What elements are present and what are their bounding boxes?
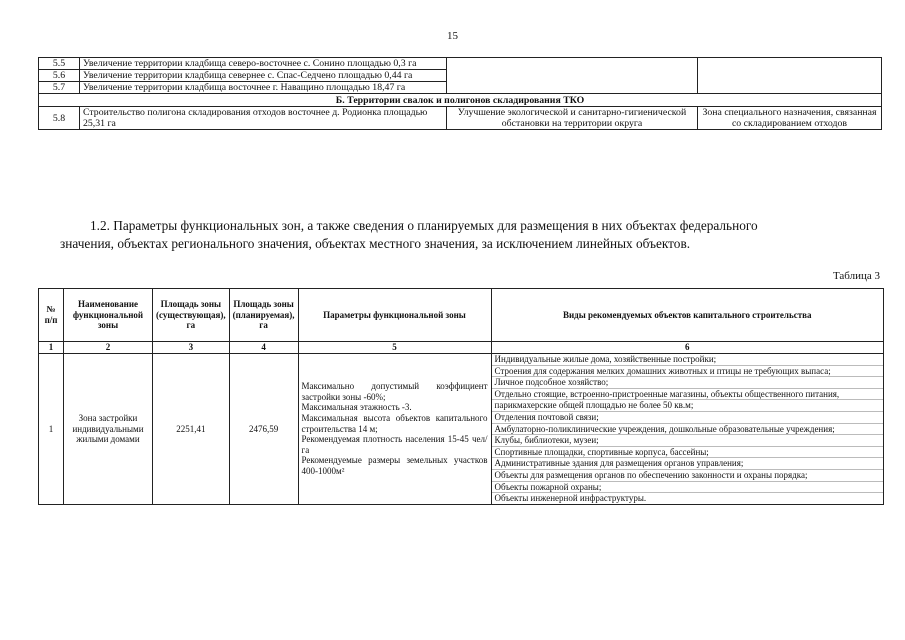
row-zone: Зона специального назначения, связанная со складированием отходов xyxy=(698,107,882,130)
header-objects: Виды рекомендуемых объектов капитального строительства xyxy=(491,289,883,342)
object-item: парикмахерские общей площадью не более 50 кв.м; xyxy=(492,400,883,412)
projects-table xyxy=(38,57,882,130)
header-area-planned: Площадь зоны (планируемая), га xyxy=(229,289,298,342)
row-text: Увеличение территории кладбища северо-восточнее с. Сонино площадью 0,3 га xyxy=(80,58,447,70)
object-item: Личное подсобное хозяйство; xyxy=(492,377,883,389)
empty-cell xyxy=(447,58,698,94)
param-line: Рекомендуемая плотность населения 15-45 чел/га xyxy=(301,434,488,455)
row-number: 5.5 xyxy=(39,58,80,70)
header-row xyxy=(39,289,884,342)
section-title: Б. Территории свалок и полигонов складирования ТКО xyxy=(39,94,882,107)
paragraph-line: значения, объектах регионального значения, объектах местного значения, за исключением линейных объектов. xyxy=(60,236,691,251)
row-text: Увеличение территории кладбища восточнее г. Наващино площадью 18,47 га xyxy=(80,82,447,94)
param-line: Максимальная этажность -3. xyxy=(301,402,412,413)
row-number: 5.6 xyxy=(39,70,80,82)
row-text: Строительство полигона складирования отходов восточнее д. Родионка площадью 25,31 га xyxy=(80,107,447,130)
header-params: Параметры функциональной зоны xyxy=(298,289,491,342)
object-item: Клубы, библиотеки, музеи; xyxy=(492,435,883,447)
index-cell: 4 xyxy=(229,342,298,354)
row-text: Увеличение территории кладбища севернее с. Спас-Седчено площадью 0,44 га xyxy=(80,70,447,82)
object-item: Административные здания для размещения органов управления; xyxy=(492,458,883,470)
param-line: Максимальная высота объектов капитального строительства 14 м; xyxy=(301,412,488,434)
header-name: Наименование функциональной зоны xyxy=(64,289,153,342)
row-number: 5.7 xyxy=(39,82,80,94)
objects-list xyxy=(491,354,883,505)
area-existing: 2251,41 xyxy=(153,354,230,505)
object-item: Строения для содержания мелких домашних животных и птицы не требующих выпаса; xyxy=(492,366,883,378)
zones-table xyxy=(38,288,884,505)
row-effect: Улучшение экологической и санитарно-гигиенической обстановки на территории округа xyxy=(447,107,698,130)
object-item: Отделения почтовой связи; xyxy=(492,412,883,424)
empty-cell xyxy=(698,58,882,94)
param-line: Рекомендуемые размеры земельных участков 400-1000м² xyxy=(301,455,488,476)
page-number: 15 xyxy=(447,30,458,42)
row-number: 5.8 xyxy=(39,107,80,130)
index-cell: 2 xyxy=(64,342,153,354)
section-paragraph xyxy=(60,217,880,253)
param-line: Максимально допустимый коэффициент застройки зоны -60%; xyxy=(301,381,488,402)
object-item: Спортивные площадки, спортивные корпуса, бассейны; xyxy=(492,447,883,459)
zone-name: Зона застройки индивидуальными жилыми домами xyxy=(64,354,153,505)
object-item: Объекты для размещения органов по обеспечению законности и охраны порядка; xyxy=(492,470,883,482)
index-row xyxy=(39,342,884,354)
area-planned: 2476,59 xyxy=(229,354,298,505)
index-cell: 1 xyxy=(39,342,64,354)
table-row xyxy=(39,58,882,70)
table-row xyxy=(39,354,884,505)
object-item: Отдельно стоящие, встроенно-пристроенные магазины, объекты общественного питания, xyxy=(492,389,883,401)
header-num: № п/п xyxy=(39,289,64,342)
zone-params xyxy=(298,354,491,505)
row-number: 1 xyxy=(39,354,64,505)
index-cell: 3 xyxy=(153,342,230,354)
header-area-existing: Площадь зоны (существующая), га xyxy=(153,289,230,342)
object-item: Объекты инженерной инфраструктуры. xyxy=(494,493,647,504)
index-cell: 5 xyxy=(298,342,491,354)
index-cell: 6 xyxy=(491,342,883,354)
table-row xyxy=(39,107,882,130)
object-item: Амбулаторно-поликлинические учреждения, дошкольные образовательные учреждения; xyxy=(492,424,883,436)
object-item: Объекты пожарной охраны; xyxy=(492,482,883,494)
section-row xyxy=(39,94,882,107)
object-item: Индивидуальные жилые дома, хозяйственные постройки; xyxy=(492,354,883,366)
paragraph-line: 1.2. Параметры функциональных зон, а также сведения о планируемых для размещения в них объектах федерального xyxy=(90,218,758,233)
table-label: Таблица 3 xyxy=(832,270,880,282)
